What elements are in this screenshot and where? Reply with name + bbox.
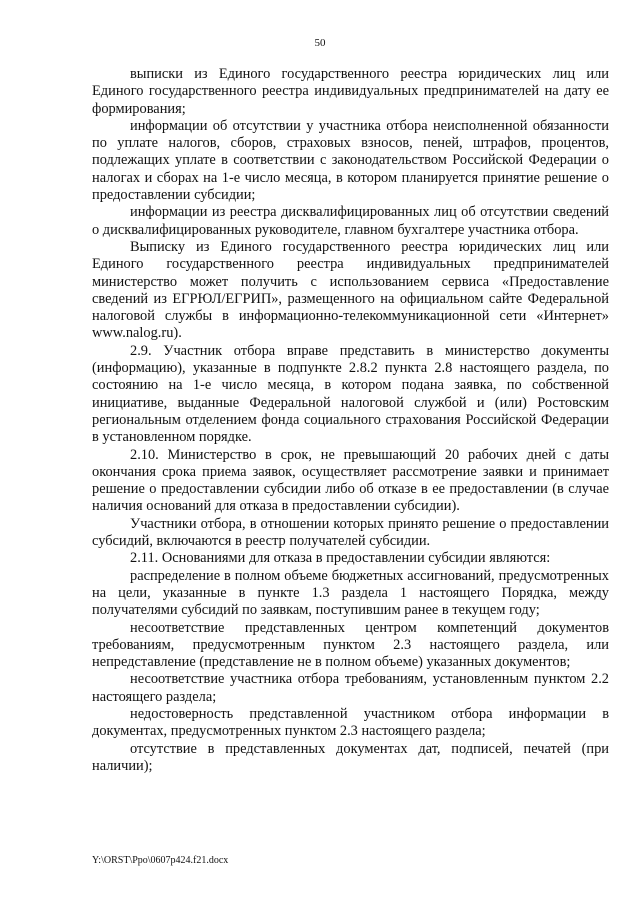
- paragraph: несоответствие участника отбора требованиям, установленным пунктом 2.2 настоящего раздела;: [92, 671, 609, 705]
- paragraph: 2.10. Министерство в срок, не превышающий 20 рабочих дней с даты окончания срока приема заявок, осуществляет рассмотрение заявки и принимает решение о предоставлении субсидии либо об отказе в ее предоставлении (в случае наличия оснований для отказа в предоставлении субсидии).: [92, 446, 609, 515]
- paragraph: распределение в полном объеме бюджетных ассигнований, предусмотренных на цели, указанные в пункте 1.3 раздела 1 настоящего Порядка, между получателями субсидий по заявкам, поступившим ранее в текущем году;: [92, 567, 609, 619]
- paragraph: Выписку из Единого государственного реестра юридических лиц или Единого государственного реестра индивидуальных предпринимателей министерство может получить с использованием сервиса «Предоставление сведений из ЕГРЮЛ/ЕГРИП», размещенного на официальном сайте Федеральной налоговой службы в информационно-телекоммуникационной сети «Интернет» www.nalog.ru).: [92, 238, 609, 342]
- footer-file-path: Y:\ORST\Ppo\0607p424.f21.docx: [92, 855, 229, 866]
- paragraph: информации из реестра дисквалифицированных лиц об отсутствии сведений о дисквалифицированных руководителе, главном бухгалтере участника отбора.: [92, 204, 609, 238]
- paragraph: 2.11. Основаниями для отказа в предоставлении субсидии являются:: [130, 550, 551, 567]
- paragraph: 2.9. Участник отбора вправе представить в министерство документы (информацию), указанные в подпункте 2.8.2 пункта 2.8 настоящего раздела, по состоянию на 1-е число месяца, в котором подана заявка, по собственной инициативе, выданные Федеральной налоговой службой и (или) Ростовским региональным отделением фонда социального страхования Российской Федерации в установленном порядке.: [92, 342, 609, 446]
- paragraph: несоответствие представленных центром компетенций документов требованиям, предусмотренным пунктом 2.3 настоящего раздела, или непредставление (представление не в полном объеме) указанных документов;: [92, 619, 609, 671]
- paragraph: выписки из Единого государственного реестра юридических лиц или Единого государственного реестра индивидуальных предпринимателей на дату ее формирования;: [92, 66, 609, 117]
- paragraph: Участники отбора, в отношении которых принято решение о предоставлении субсидий, включаются в реестр получателей субсидии.: [92, 515, 609, 550]
- paragraph: информации об отсутствии у участника отбора неисполненной обязанности по уплате налогов, сборов, страховых взносов, пеней, штрафов, процентов, подлежащих уплате в соответствии с законодательством Российской Федерации о налогах и сборах на 1-е число месяца, в котором планируется принятие решение о предоставлении субсидии;: [92, 117, 609, 204]
- page-number: 50: [314, 37, 326, 49]
- paragraph: отсутствие в представленных документах дат, подписей, печатей (при наличии);: [92, 740, 609, 774]
- paragraph: недостоверность представленной участником отбора информации в документах, предусмотренных пунктом 2.3 настоящего раздела;: [92, 705, 609, 740]
- document-body: [92, 66, 609, 775]
